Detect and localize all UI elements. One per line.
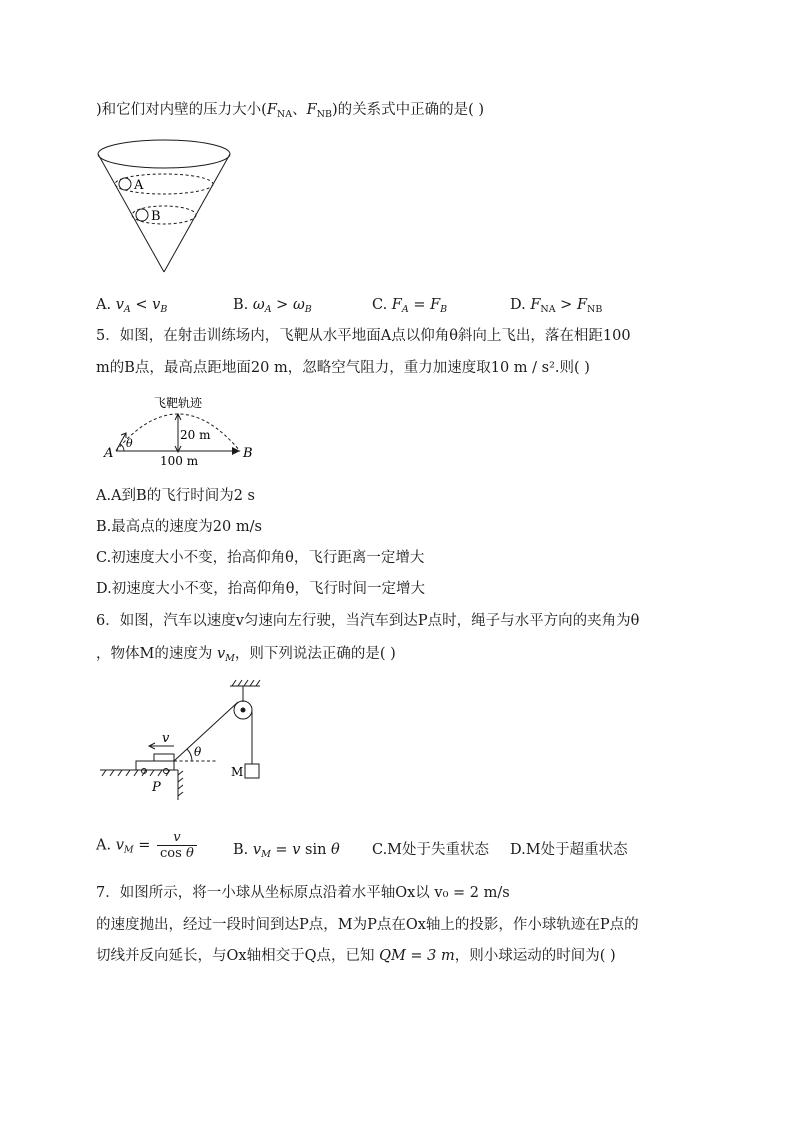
q6-pulley-figure xyxy=(98,678,278,804)
pulley-axle xyxy=(241,708,246,713)
cone-rim xyxy=(98,140,230,168)
point-a-label: A xyxy=(104,446,114,461)
m-label: M xyxy=(231,765,244,779)
q5-option-b[interactable]: B.最高点的速度为20 m/s xyxy=(96,519,262,535)
q6-option-b[interactable]: B. $v_M = v$ sin θ xyxy=(233,842,340,860)
q5-trajectory-figure xyxy=(100,395,260,470)
q4-stem: )和它们对内壁的压力大小($F_{NA}$、$F_{NB}$)的关系式中正确的是( ) xyxy=(96,102,485,120)
ball-b xyxy=(136,209,148,221)
q4-option-d[interactable]: D. $F_{NA} > F_{NB}$ xyxy=(510,297,603,315)
q5-option-a[interactable]: A.A到B的飞行时间为2 s xyxy=(96,488,255,504)
title-label: 飞靶轨迹 xyxy=(154,396,203,410)
car-wheel-front xyxy=(164,769,169,774)
rope-slanted xyxy=(174,702,238,761)
label-b: B xyxy=(151,209,161,224)
cliff-hatch xyxy=(178,771,183,796)
q6-stem-line1: 6．如图，汽车以速度v匀速向左行驶，当汽车到达P点时，绳子与水平方向的夹角为θ xyxy=(96,613,640,629)
ball-a xyxy=(119,178,131,190)
q5-stem-line1: 5．如图，在射击训练场内，飞靶从水平地面A点以仰角θ斜向上飞出，落在相距100 xyxy=(96,328,631,344)
q7-stem-line1: 7．如图所示，将一小球从坐标原点沿着水平轴Ox以 v₀ = 2 m/s xyxy=(96,885,510,901)
ceiling-hatch xyxy=(232,680,260,686)
q4-cone-figure xyxy=(96,136,236,276)
block-m xyxy=(245,764,259,778)
q4-option-a[interactable]: A. $v_A < v_B$ xyxy=(96,297,168,315)
ground-arrow-right xyxy=(232,447,240,455)
q6-option-d[interactable]: D.M处于超重状态 xyxy=(510,842,628,858)
theta-label: θ xyxy=(194,745,202,759)
q4-option-b[interactable]: B. $\omega_A > \omega_B$ xyxy=(233,297,312,315)
distance-label: 100 m xyxy=(160,454,199,468)
theta-arc xyxy=(187,749,192,761)
point-b-label: B xyxy=(243,446,253,461)
ground-hatch xyxy=(102,770,170,776)
orbit-a xyxy=(115,174,213,194)
v-label: v xyxy=(162,731,170,746)
q4-option-c[interactable]: C. $F_A = F_B$ xyxy=(372,297,448,315)
height-label: 20 m xyxy=(180,428,211,442)
q5-option-c[interactable]: C.初速度大小不变，抬高仰角θ，飞行距离一定增大 xyxy=(96,550,425,566)
q6-option-c[interactable]: C.M处于失重状态 xyxy=(372,842,490,858)
q5-stem-line2: m的B点，最高点距地面20 m，忽略空气阻力，重力加速度取10 m / s².则( ) xyxy=(96,360,590,376)
q7-stem-line3: 切线并反向延长，与Ox轴相交于Q点，已知 QM = 3 m，则小球运动的时间为( ) xyxy=(96,948,616,964)
cone-right-wall xyxy=(164,154,230,272)
q5-option-d[interactable]: D.初速度大小不变，抬高仰角θ，飞行时间一定增大 xyxy=(96,581,425,597)
q7-stem-line2: 的速度抛出，经过一段时间到达P点，M为P点在Ox轴上的投影，作小球轨迹在P点的 xyxy=(96,917,639,933)
label-a: A xyxy=(134,178,144,193)
car-cab xyxy=(154,754,174,761)
theta-label: θ xyxy=(126,437,133,450)
p-label: P xyxy=(152,780,161,795)
car-body xyxy=(136,761,174,770)
q6-stem-line2: ，物体M的速度为 $v_M$，则下列说法正确的是( ) xyxy=(96,646,396,664)
q6-option-a[interactable]: A. $v_M$ = $\frac{v}{\text{cos θ}}$ xyxy=(96,830,199,861)
